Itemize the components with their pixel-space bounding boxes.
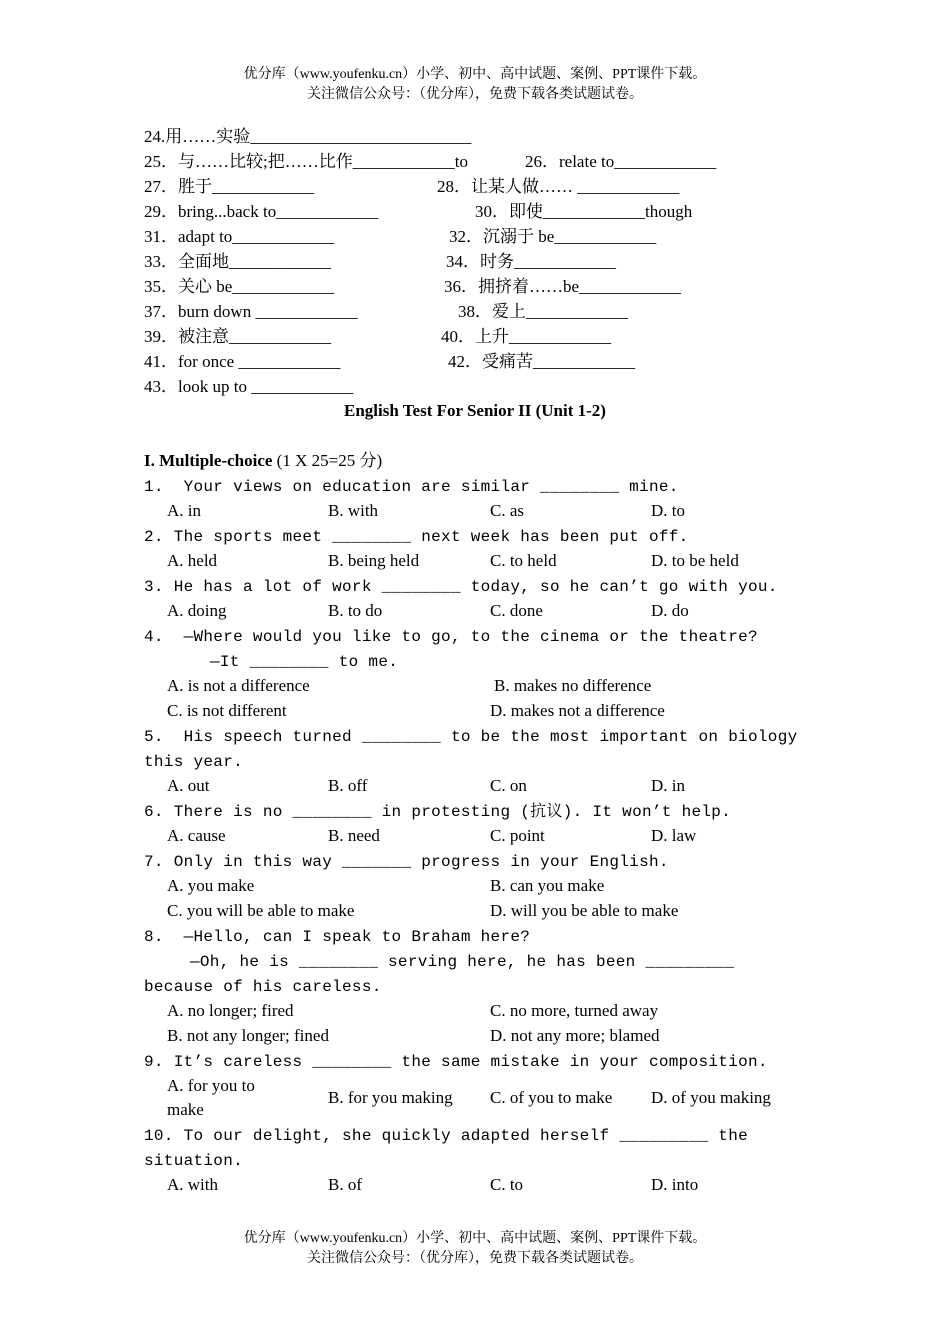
vocab-item-27: 27．胜于____________ <box>144 177 314 196</box>
q6-option-a: A. cause <box>167 826 226 845</box>
q10-option-c: C. to <box>490 1175 524 1194</box>
q9-option-c: C. of you to make <box>490 1088 613 1107</box>
vocab-item-28: 28．让某人做…… ____________ <box>437 177 680 196</box>
question-3: 3. He has a lot of work ________ today, so he can’t go with you. <box>144 578 778 596</box>
section-heading <box>144 451 382 471</box>
q10-option-b: B. of <box>328 1175 362 1194</box>
q3-option-d: D. do <box>651 601 689 620</box>
vocab-item-37: 37．burn down ____________ <box>144 302 358 321</box>
vocab-item-43: 43．look up to ____________ <box>144 377 354 396</box>
q5-option-c: C. on <box>490 776 527 795</box>
question-6: 6. There is no ________ in protesting (抗议). It won’t help. <box>144 803 732 821</box>
page-footer-line-1: 优分库（www.youfenku.cn）小学、初中、高中试题、案例、PPT课件下载。 <box>243 1231 707 1246</box>
q1-option-b: B. with <box>328 501 379 520</box>
q8-option-c: C. no more, turned away <box>490 1001 659 1020</box>
section-title: I. Multiple-choice <box>144 451 273 470</box>
vocab-item-38: 38．爱上____________ <box>458 302 628 321</box>
q2-option-d: D. to be held <box>651 551 739 570</box>
vocab-item-42: 42．受痛苦____________ <box>448 352 635 371</box>
question-4-reply: —It ________ to me. <box>210 653 399 671</box>
q7-option-d: D. will you be able to make <box>490 901 679 920</box>
question-9: 9. It’s careless ________ the same mistake in your composition. <box>144 1053 768 1071</box>
q8-option-a: A. no longer; fired <box>167 1001 294 1020</box>
question-10: 10. To our delight, she quickly adapted herself _________ the <box>144 1127 748 1145</box>
test-title: English Test For Senior II (Unit 1-2) <box>344 401 606 420</box>
vocab-item-24: 24.用……实验__________________________ <box>144 127 472 146</box>
q3-option-a: A. doing <box>167 601 227 620</box>
q5-option-b: B. off <box>328 776 368 795</box>
page-header-line-2: 关注微信公众号：（优分库），免费下载各类试题试卷。 <box>307 87 643 102</box>
q8-option-d: D. not any more; blamed <box>490 1026 660 1045</box>
q4-option-a: A. is not a difference <box>167 676 310 695</box>
question-4: 4. —Where would you like to go, to the cinema or the theatre? <box>144 628 758 646</box>
q6-option-d: D. law <box>651 826 697 845</box>
q9-option-d: D. of you making <box>651 1088 771 1107</box>
q4-option-b: B. makes no difference <box>494 676 652 695</box>
vocab-item-35: 35．关心 be____________ <box>144 277 335 296</box>
vocab-item-39: 39．被注意____________ <box>144 327 331 346</box>
q5-option-d: D. in <box>651 776 685 795</box>
q10-option-d: D. into <box>651 1175 699 1194</box>
q1-option-c: C. as <box>490 501 524 520</box>
vocab-item-32: 32．沉溺于 be____________ <box>449 227 657 246</box>
q8-option-b: B. not any longer; fined <box>167 1026 329 1045</box>
q1-option-d: D. to <box>651 501 685 520</box>
section-score: (1 X 25=25 分) <box>272 451 383 470</box>
question-5: 5. His speech turned ________ to be the most important on biology <box>144 728 798 746</box>
q5-option-a: A. out <box>167 776 210 795</box>
page-footer-line-2: 关注微信公众号：（优分库），免费下载各类试题试卷。 <box>307 1251 643 1266</box>
vocab-item-41: 41．for once ____________ <box>144 352 341 371</box>
q6-option-c: C. point <box>490 826 545 845</box>
q2-option-c: C. to held <box>490 551 557 570</box>
question-1: 1. Your views on education are similar ________ mine. <box>144 478 679 496</box>
question-5-cont: this year. <box>144 753 244 771</box>
q7-option-a: A. you make <box>167 876 255 895</box>
page-header-line-1: 优分库（www.youfenku.cn）小学、初中、高中试题、案例、PPT课件下载。 <box>243 67 707 82</box>
q2-option-b: B. being held <box>328 551 420 570</box>
q10-option-a: A. with <box>167 1175 218 1194</box>
vocab-item-26: 26．relate to____________ <box>525 152 717 171</box>
vocab-item-36: 36．拥挤着……be____________ <box>444 277 682 296</box>
vocab-item-31: 31．adapt to____________ <box>144 227 335 246</box>
question-8: 8. —Hello, can I speak to Braham here? <box>144 928 531 946</box>
q6-option-b: B. need <box>328 826 380 845</box>
q9-option-b: B. for you making <box>328 1088 453 1107</box>
q9-option-a-cont: make <box>167 1100 204 1119</box>
q1-option-a: A. in <box>167 501 201 520</box>
q9-option-a: A. for you to <box>167 1076 255 1095</box>
question-8-cont: because of his careless. <box>144 978 382 996</box>
q2-option-a: A. held <box>167 551 218 570</box>
question-10-cont: situation. <box>144 1152 244 1170</box>
question-7: 7. Only in this way _______ progress in your English. <box>144 853 669 871</box>
q7-option-c: C. you will be able to make <box>167 901 355 920</box>
q4-option-c: C. is not different <box>167 701 287 720</box>
vocab-item-34: 34．时务____________ <box>446 252 616 271</box>
q3-option-b: B. to do <box>328 601 383 620</box>
vocab-item-25: 25．与……比较;把……比作____________to <box>144 152 468 171</box>
question-2: 2. The sports meet ________ next week has been put off. <box>144 528 689 546</box>
q3-option-c: C. done <box>490 601 543 620</box>
vocab-item-33: 33．全面地____________ <box>144 252 331 271</box>
q7-option-b: B. can you make <box>490 876 605 895</box>
q4-option-d: D. makes not a difference <box>490 701 665 720</box>
vocab-item-30: 30．即使____________though <box>475 202 693 221</box>
vocab-item-40: 40．上升____________ <box>441 327 611 346</box>
question-8-reply: —Oh, he is ________ serving here, he has been _________ <box>190 953 735 971</box>
vocab-item-29: 29．bring...back to____________ <box>144 202 379 221</box>
